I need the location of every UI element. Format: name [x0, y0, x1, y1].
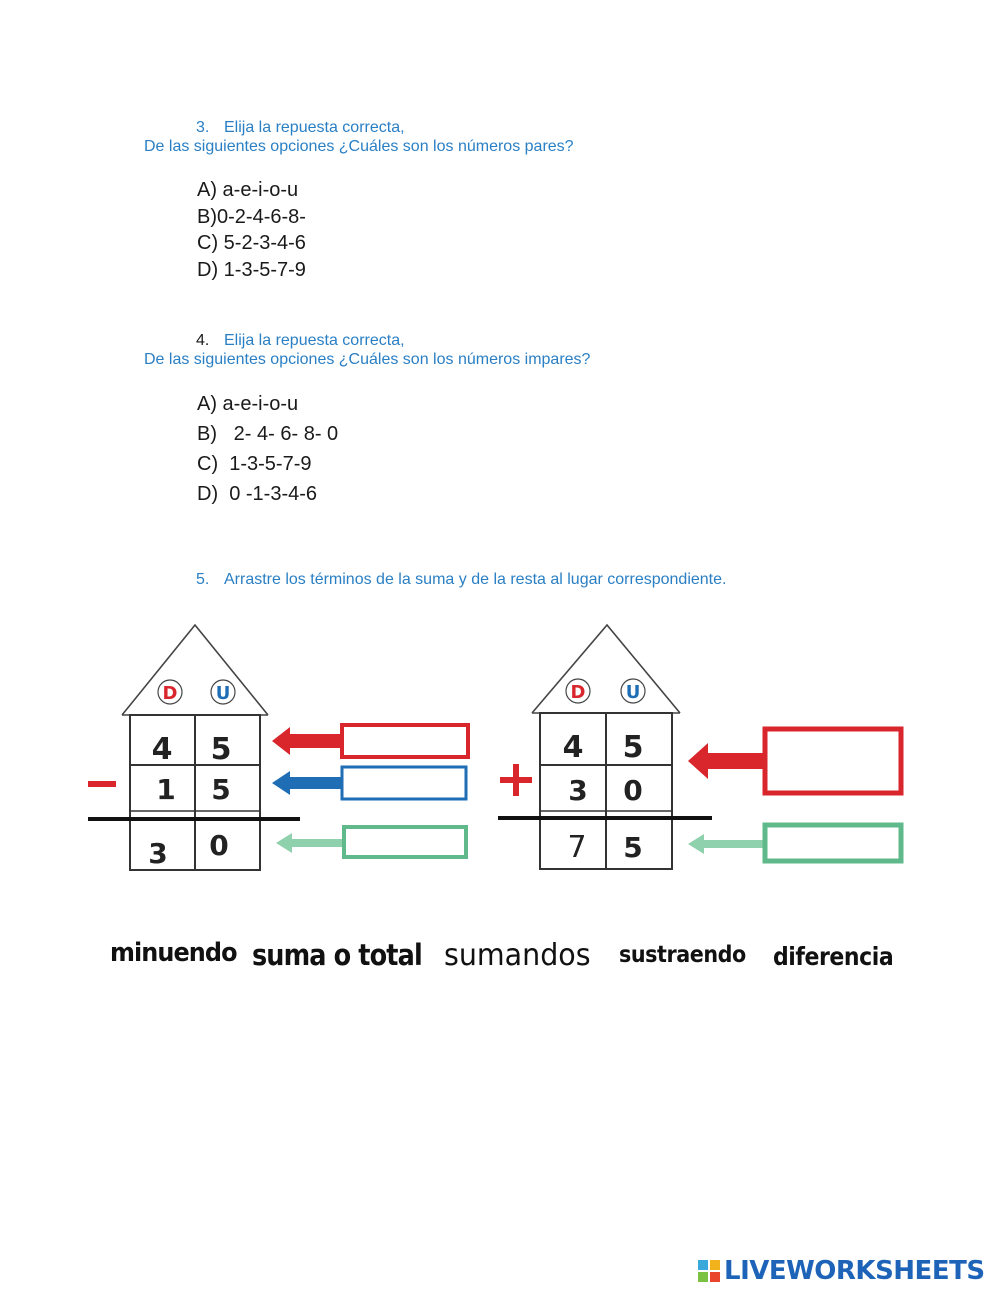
subtraction-roof — [122, 625, 268, 715]
sub-cell: 3 — [148, 837, 168, 870]
q3-option-b[interactable]: B)0-2-4-6-8- — [197, 205, 306, 228]
q4-option-b[interactable]: B) 2- 4- 6- 8- 0 — [197, 423, 339, 445]
brand-logo-icon — [698, 1260, 720, 1282]
addends-drop-box[interactable] — [765, 729, 901, 793]
q5-number: 5. — [196, 571, 210, 588]
sub-cell: 1 — [156, 773, 176, 806]
sum-drop-box[interactable] — [765, 825, 901, 861]
add-cell: 0 — [623, 774, 643, 807]
brand-name: LIVEWORKSHEETS — [724, 1256, 985, 1286]
q4-option-a[interactable]: A) a-e-i-o-u — [197, 393, 299, 415]
subtraction-house — [88, 625, 300, 870]
subtrahend-drop-box[interactable] — [342, 767, 466, 799]
tens-header-label: D — [570, 682, 586, 703]
q4-options — [197, 389, 338, 509]
operations-diagram — [80, 615, 920, 875]
sub-cell: 0 — [209, 829, 229, 862]
sub-cell: 4 — [151, 732, 173, 767]
units-header-label: U — [215, 683, 231, 704]
add-cell: 7 — [567, 830, 587, 865]
brand-footer — [698, 1256, 985, 1286]
add-cell: 5 — [622, 730, 644, 765]
word-sumandos[interactable]: sumandos — [444, 938, 591, 973]
units-header-label: U — [625, 682, 641, 703]
q3-instruction: Elija la repuesta correcta, — [224, 119, 405, 136]
q5-heading — [196, 569, 726, 590]
q3-options — [197, 177, 306, 283]
q3-question: De las siguientes opciones ¿Cuáles son los números pares? — [144, 138, 574, 155]
add-cell: 4 — [562, 730, 584, 765]
sub-arrow-minuend — [272, 725, 468, 757]
sub-arrow-subtrahend — [272, 767, 466, 799]
sub-cell: 5 — [211, 773, 231, 806]
add-arrow-addends — [688, 729, 901, 793]
q4-option-d[interactable]: D) 0 -1-3-4-6 — [197, 483, 318, 505]
minuend-drop-box[interactable] — [342, 725, 468, 757]
sub-cell: 5 — [210, 732, 232, 767]
word-sustraendo[interactable]: sustraendo — [619, 942, 746, 968]
difference-drop-box[interactable] — [344, 827, 466, 857]
q3-option-a[interactable]: A) a-e-i-o-u — [197, 179, 299, 201]
q4-question: De las siguientes opciones ¿Cuáles son los números impares? — [144, 351, 591, 368]
add-cell: 5 — [623, 831, 643, 864]
add-arrow-sum — [688, 825, 901, 861]
sub-arrow-difference — [276, 827, 466, 857]
tens-header-label: D — [162, 683, 178, 704]
q4-heading — [196, 330, 405, 351]
q5-instruction: Arrastre los términos de la suma y de la resta al lugar correspondiente. — [224, 571, 727, 588]
q4-option-c[interactable]: C) 1-3-5-7-9 — [197, 453, 312, 475]
word-diferencia[interactable]: diferencia — [773, 942, 894, 971]
word-suma-o-total[interactable]: suma o total — [252, 938, 422, 972]
q3-number: 3. — [196, 119, 210, 136]
q3-option-c[interactable]: C) 5-2-3-4-6 — [197, 232, 306, 254]
q3-option-d[interactable]: D) 1-3-5-7-9 — [197, 258, 306, 281]
minus-sign — [88, 781, 116, 787]
addition-house — [498, 625, 712, 869]
add-cell: 3 — [568, 774, 588, 807]
q3-heading — [196, 117, 405, 138]
plus-sign — [500, 764, 532, 796]
addition-roof — [532, 625, 680, 713]
word-minuendo[interactable]: minuendo — [110, 938, 237, 968]
q4-instruction: Elija la repuesta correcta, — [224, 332, 405, 349]
q4-number: 4. — [196, 332, 210, 349]
